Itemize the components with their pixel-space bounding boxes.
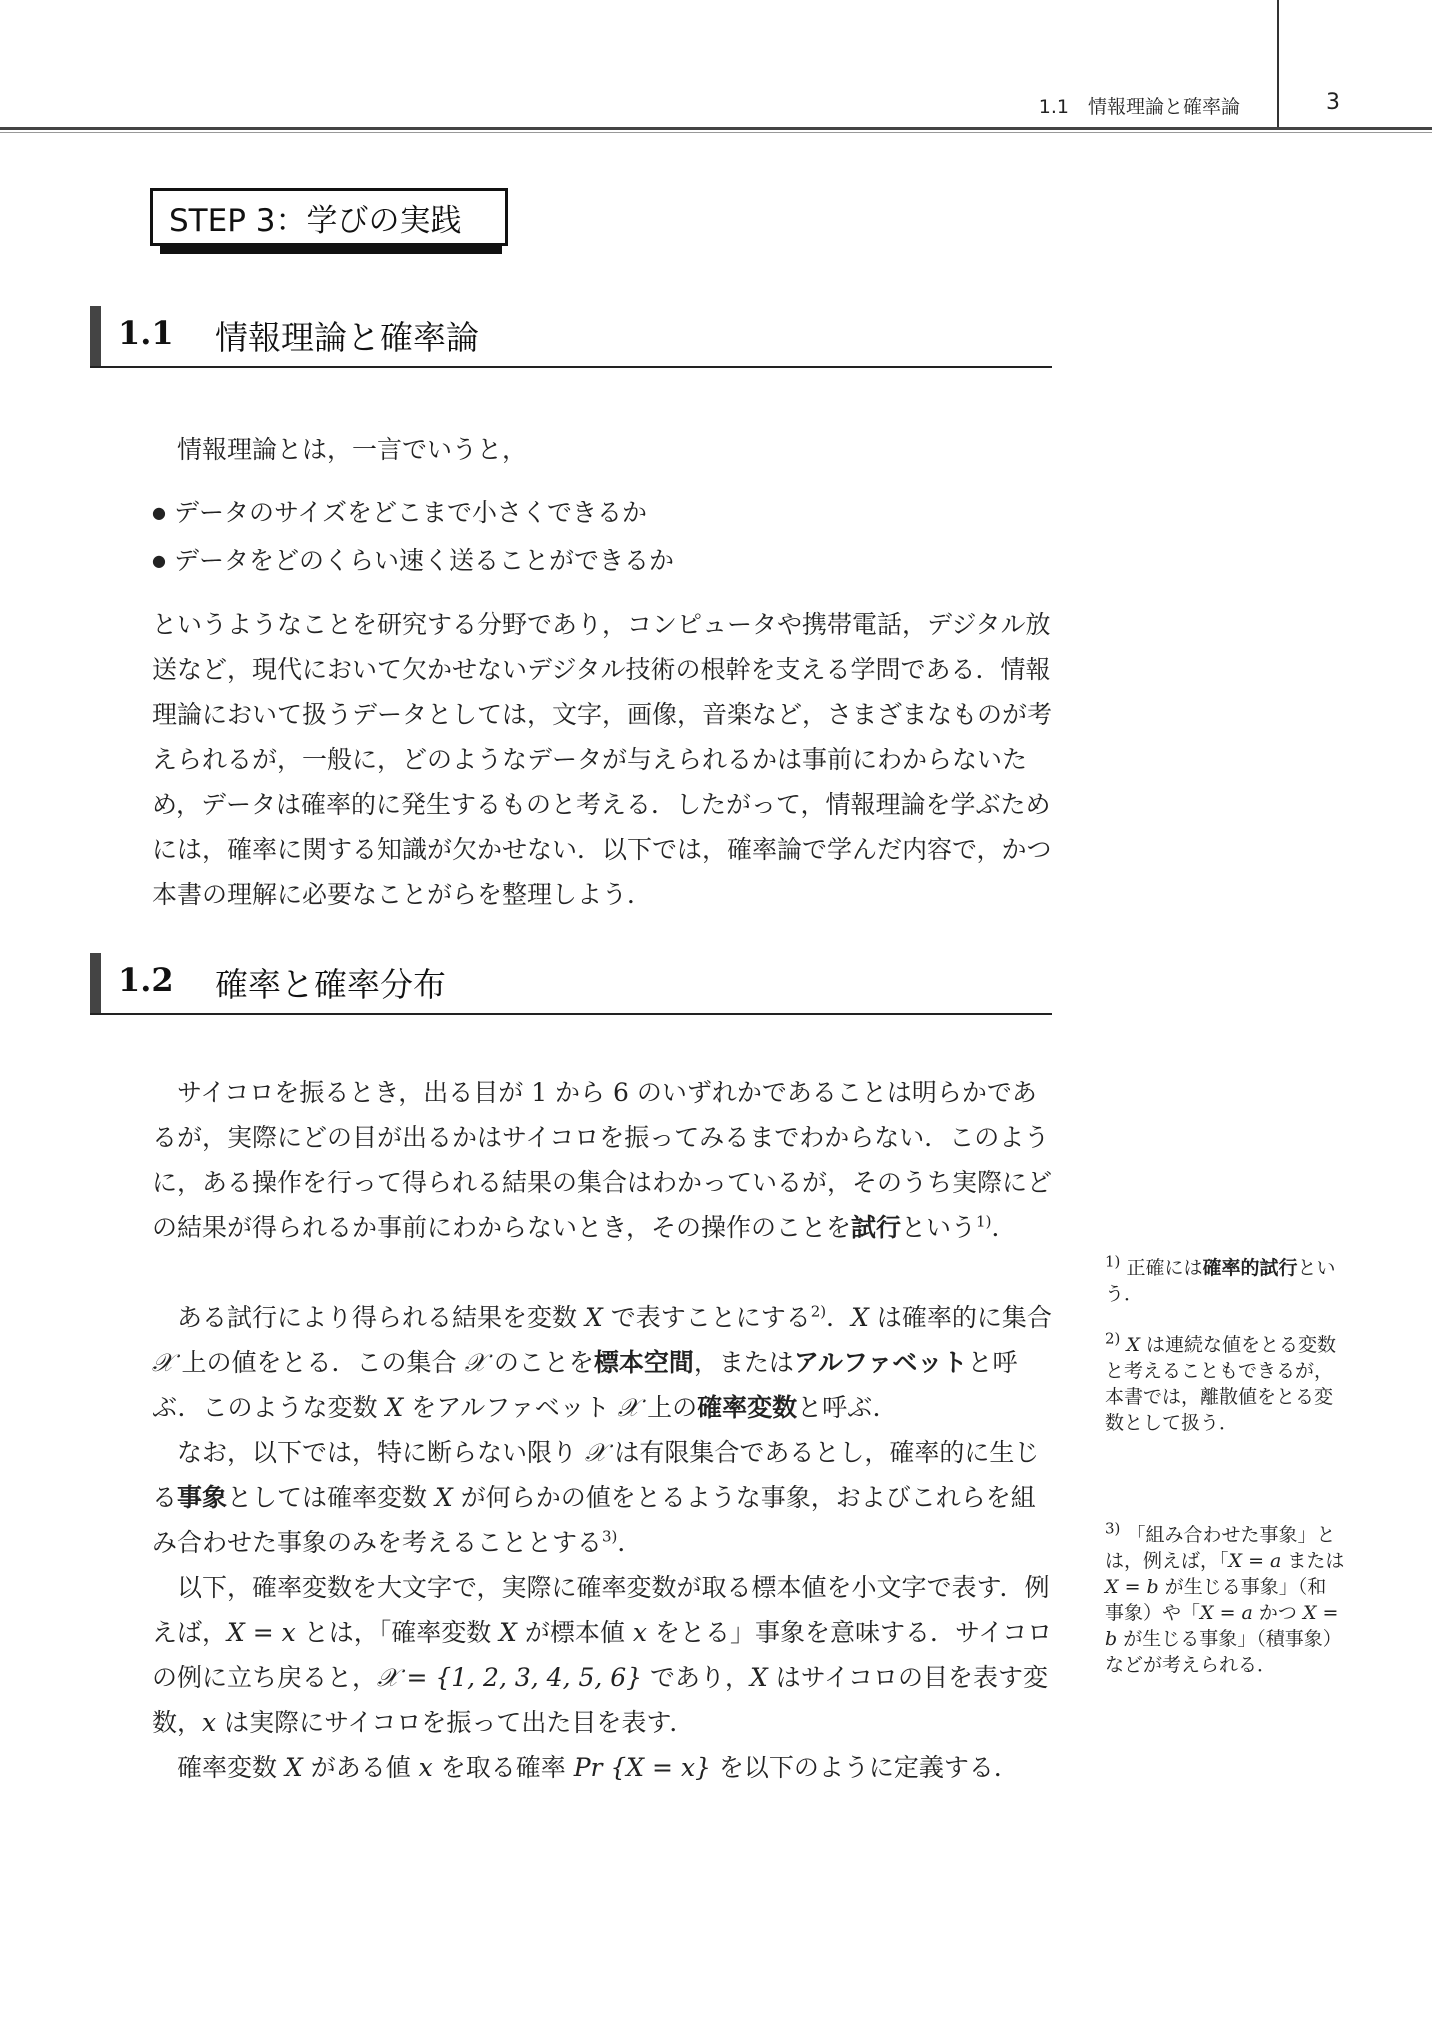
text: で表すことにする [602, 1303, 811, 1332]
paragraph-dice [152, 1070, 1054, 1250]
text: が標本値 [516, 1618, 633, 1647]
text: とは，「確率変数 [295, 1618, 500, 1647]
section-heading-1-1 [90, 306, 1052, 368]
section-number: 1.2 [118, 961, 174, 999]
text: としては確率変数 [227, 1483, 435, 1512]
text: ． [826, 1303, 852, 1332]
margin-note-2 [1105, 1329, 1345, 1436]
text: ，または [693, 1348, 794, 1377]
text: と呼ぶ． [797, 1393, 898, 1422]
text: かつ [1252, 1602, 1303, 1624]
text: は実際にサイコロを振って出た目を表す． [216, 1708, 695, 1737]
heading-bar [90, 953, 101, 1013]
term-event: 事象 [177, 1483, 228, 1512]
math-set: 𝒳 [152, 1348, 174, 1377]
math-expr: X = x [227, 1618, 296, 1647]
footnote-ref-3[interactable]: 3) [602, 1527, 618, 1546]
text: なお，以下では，特に断らない限り [177, 1438, 585, 1467]
text: がある値 [302, 1753, 419, 1782]
math-expr: X = b [1105, 1602, 1339, 1650]
math-var: X [434, 1483, 453, 1512]
math-var: X [851, 1303, 869, 1332]
section-title: 情報理論と確率論 [215, 318, 479, 357]
text: は有限集合であるとし，確率的に生じる [152, 1438, 1040, 1512]
paragraph-variable [152, 1295, 1054, 1430]
text: 「組み合わせた事象」とは，例えば，「 [1105, 1524, 1336, 1572]
footnote-mark: 2) [1105, 1329, 1121, 1348]
math-expr: 𝒳 = {1, 2, 3, 4, 5, 6} [377, 1663, 643, 1692]
paragraph-body-1-1: というようなことを研究する分野であり，コンピュータや携帯電話，デジタル放送など，現代において欠かせないデジタル技術の根幹を支える学問である．情報理論において扱うデータとしては，文字，画像，音楽など，さまざまなものが考えられるが，一般に，どのようなデータが与えられるかは事前にわからないため，データは確率的に発生するものと考える．したがって，情報理論を学ぶためには，確率に関する知識が欠かせない．以下では，確率論で学んだ内容で，かつ本書の理解に必要なことがらを整理しよう． [152, 610, 1053, 909]
text: であり， [642, 1663, 751, 1692]
paragraph-events [152, 1430, 1054, 1565]
text: サイコロを振るとき，出る目が 1 から 6 のいずれかであることは明らかであるが，実際にどの目が出るかはサイコロを振ってみるまでわからない．このように，ある操作を行って得られる結果の集合はわかっているが，そのうち実際にどの結果が得られるか事前にわからないとき，その操作のことを [152, 1078, 1053, 1242]
text: 上の値をとる．この集合 [173, 1348, 465, 1377]
footnote-mark: 1) [1105, 1252, 1121, 1271]
text: のことを [485, 1348, 594, 1377]
text: をアルファベット [403, 1393, 618, 1422]
term-trial: 試行 [851, 1213, 902, 1242]
math-var: x [632, 1618, 647, 1647]
text: が生じる事象」（積事象）などが考えられる． [1105, 1628, 1342, 1676]
section-title: 確率と確率分布 [215, 965, 446, 1004]
list-item: ● データのサイズをどこまで小さくできるか [152, 490, 1054, 538]
margin-note-3 [1105, 1519, 1345, 1678]
text: 上の [639, 1393, 698, 1422]
math-expr: X = b [1105, 1576, 1159, 1598]
text: ． [617, 1528, 643, 1557]
math-var: X [750, 1663, 768, 1692]
text: ある試行により得られる結果を変数 [177, 1303, 585, 1332]
header-rule-thin [0, 132, 1432, 133]
text: という [901, 1213, 977, 1242]
paragraph-intro: 情報理論とは，一言でいうと， [177, 435, 528, 464]
math-var: X [385, 1393, 404, 1422]
math-var: X [499, 1618, 517, 1647]
section-heading-1-2 [90, 953, 1052, 1015]
bullet-list [152, 490, 1054, 586]
section-number: 1.1 [118, 314, 174, 352]
text: 確率変数 [177, 1753, 285, 1782]
paragraph-notation [152, 1565, 1054, 1745]
paragraph-definition [152, 1745, 1054, 1790]
text: が生じる事象」（和事象）や「 [1105, 1576, 1327, 1624]
math-set: 𝒳 [584, 1438, 607, 1467]
term-random-variable: 確率変数 [697, 1393, 798, 1422]
text: または [1281, 1550, 1345, 1572]
step-box: STEP 3：学びの実践 [150, 188, 508, 246]
text: を取る確率 [432, 1753, 574, 1782]
text: ． [991, 1213, 1017, 1242]
text: 以下，確率変数を大文字で，実際に確率変数が取る標本値を小文字で表す．例えば， [152, 1573, 1050, 1647]
running-header-section: 1.1 情報理論と確率論 [1038, 96, 1240, 118]
footnote-ref-1[interactable]: 1) [976, 1212, 992, 1231]
page-number: 3 [1326, 90, 1340, 115]
math-var: x [418, 1753, 433, 1782]
math-var: X [1126, 1334, 1140, 1356]
math-expr: X = a [1228, 1550, 1282, 1572]
term-sample-space: 標本空間 [593, 1348, 694, 1377]
math-var: X [284, 1753, 303, 1782]
text: が何らかの値をとるような事象，およびこれらを組み合わせた事象のみを考えることとする [152, 1483, 1036, 1557]
text: 正確には [1120, 1257, 1203, 1279]
math-set: 𝒳 [617, 1393, 640, 1422]
text: という． [1105, 1257, 1336, 1305]
footnote-mark: 3) [1105, 1519, 1121, 1538]
term-alphabet: アルファベット [793, 1348, 968, 1377]
margin-note-1 [1105, 1252, 1345, 1307]
term-stochastic-trial: 確率的試行 [1202, 1257, 1298, 1279]
math-var: x [202, 1708, 217, 1737]
math-expr: Pr {X = x} [573, 1753, 711, 1782]
math-var: X [584, 1303, 603, 1332]
header-divider [1277, 0, 1279, 128]
text: は確率的に集合 [868, 1303, 1052, 1332]
text: をとる」事象を意味する．サイコロの例に立ち戻ると， [152, 1618, 1053, 1692]
math-set: 𝒳 [464, 1348, 486, 1377]
list-item: ● データをどのくらい速く送ることができるか [152, 538, 1054, 586]
heading-bar [90, 306, 101, 366]
math-expr: X = a [1200, 1602, 1253, 1624]
footnote-ref-2[interactable]: 2) [810, 1302, 827, 1321]
text: を以下のように定義する． [710, 1753, 1019, 1782]
text: は連続な値をとる変数と考えることもできるが，本書では，離散値をとる変数として扱う． [1105, 1334, 1337, 1434]
text: はサイコロの目を表す変数， [152, 1663, 1049, 1737]
text: と呼ぶ．このような変数 [152, 1348, 1018, 1422]
header-rule [0, 127, 1432, 130]
